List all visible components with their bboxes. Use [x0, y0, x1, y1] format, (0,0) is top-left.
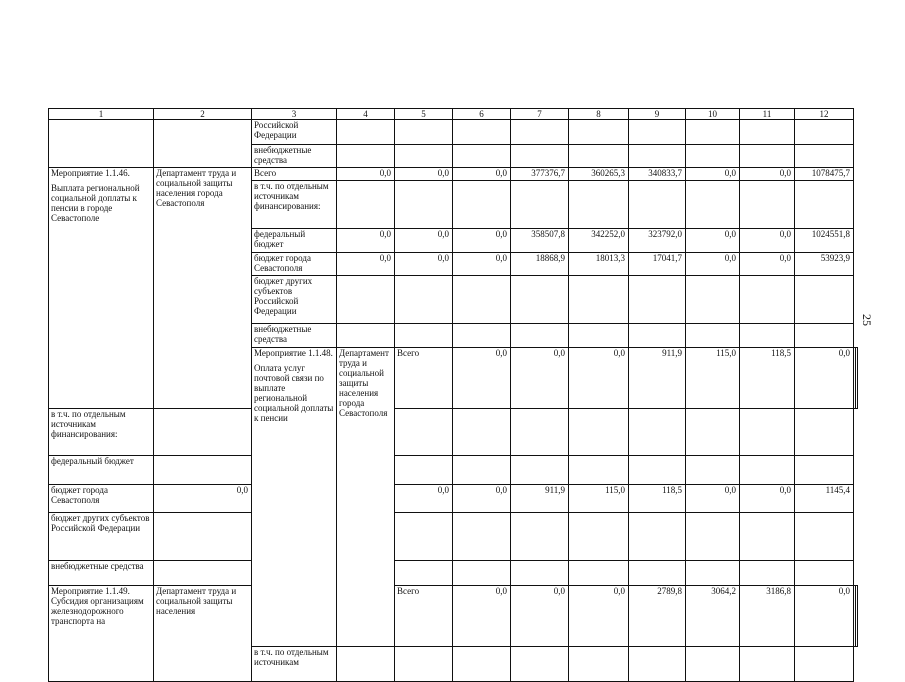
table-row: [49, 586, 858, 647]
source-label: федеральный бюджет: [252, 229, 337, 253]
source-label: бюджет города Севастополя: [252, 253, 337, 276]
value-cell: 0,0: [740, 485, 795, 513]
value-cell: 911,9: [629, 348, 686, 409]
source-label: в т.ч. по отдельным источникам финансирования:: [49, 409, 154, 456]
value-cell: 0,0: [511, 586, 569, 647]
activity-code: Мероприятие 1.1.46.: [51, 168, 130, 178]
value-cell: 0,0: [686, 168, 740, 181]
value-cell: 0,0: [569, 586, 629, 647]
value-cell: 0,0: [337, 168, 395, 181]
source-label: внебюджетные средства: [252, 324, 337, 348]
activity-cell: [49, 586, 154, 682]
activity-cell: [49, 168, 154, 409]
value-cell: 2789,8: [629, 586, 686, 647]
value-cell: 18868,9: [511, 253, 569, 276]
value-cell: 0,0: [686, 253, 740, 276]
budget-table: [48, 108, 858, 682]
header-cell: 3: [252, 109, 337, 120]
activity-code: Мероприятие 1.1.49.: [51, 586, 130, 596]
activity-name: Оплата услуг почтовой связи по выплате региональной социальной доплаты к пенсии: [254, 363, 334, 423]
table-row: [49, 409, 858, 456]
header-cell: 5: [395, 109, 453, 120]
header-cell: 12: [795, 109, 854, 120]
value-cell: 0,0: [569, 348, 629, 409]
value-cell: 358507,8: [511, 229, 569, 253]
value-cell: 0,0: [395, 485, 453, 513]
activity-cell: [49, 120, 154, 168]
source-label: бюджет города Севастополя: [49, 485, 154, 513]
value-cell: 118,5: [740, 348, 795, 409]
value-cell: 1145,4: [795, 485, 854, 513]
dept-cell: Департамент труда и социальной защиты населения города Севастополя: [337, 348, 395, 647]
header-row: [49, 109, 858, 120]
value-cell: 0,0: [453, 485, 511, 513]
value-cell: 0,0: [686, 229, 740, 253]
table-row: [49, 485, 858, 513]
value-cell: [856, 348, 858, 409]
source-label: Всего: [252, 168, 337, 181]
dept-cell: [154, 120, 252, 168]
value-cell: 342252,0: [569, 229, 629, 253]
value-cell: 115,0: [569, 485, 629, 513]
value-cell: 377376,7: [511, 168, 569, 181]
value-cell: 17041,7: [629, 253, 686, 276]
value-cell: 3186,8: [740, 586, 795, 647]
value-cell: 18013,3: [569, 253, 629, 276]
table-row: [49, 513, 858, 561]
value-cell: 0,0: [511, 348, 569, 409]
value-cell: 0,0: [453, 348, 511, 409]
value-cell: 0,0: [686, 485, 740, 513]
value-cell: 323792,0: [629, 229, 686, 253]
activity-code: Мероприятие 1.1.48.: [254, 348, 333, 358]
value-cell: 0,0: [453, 253, 511, 276]
value-cell: 0,0: [453, 586, 511, 647]
value-cell: 0,0: [337, 253, 395, 276]
header-cell: 1: [49, 109, 154, 120]
dept-cell: Департамент труда и социальной защиты населения: [154, 586, 252, 682]
activity-cell: [252, 348, 337, 647]
header-cell: 6: [453, 109, 511, 120]
activity-name: Субсидия организациям железнодорожного транспорта на: [51, 596, 144, 626]
header-cell: 7: [511, 109, 569, 120]
source-label: Всего: [395, 586, 453, 647]
source-label: внебюджетные средства: [49, 561, 154, 586]
value-cell: 0,0: [453, 168, 511, 181]
source-label: Российской Федерации: [252, 120, 337, 145]
activity-name: Выплата региональной социальной доплаты к пенсии в городе Севастополе: [51, 183, 140, 223]
header-cell: 4: [337, 109, 395, 120]
value-cell: 0,0: [740, 253, 795, 276]
source-label: Всего: [395, 348, 453, 409]
value-cell: 0,0: [740, 168, 795, 181]
value-cell: 118,5: [629, 485, 686, 513]
value-cell: 0,0: [740, 229, 795, 253]
value-cell: 3064,2: [686, 586, 740, 647]
source-label: внебюджетные средства: [252, 145, 337, 168]
header-cell: 2: [154, 109, 252, 120]
value-cell: 0,0: [395, 253, 453, 276]
table-row: [49, 120, 858, 145]
value-cell: 0,0: [795, 348, 854, 409]
value-cell: 115,0: [686, 348, 740, 409]
value-cell: [856, 586, 858, 647]
source-label: бюджет других субъектов Российской Федерации: [49, 513, 154, 561]
value-cell: 0,0: [795, 586, 854, 647]
source-label: в т.ч. по отдельным источникам финансирования:: [252, 181, 337, 229]
value-cell: 340833,7: [629, 168, 686, 181]
source-label: бюджет других субъектов Российской Федерации: [252, 276, 337, 324]
value-cell: 1024551,8: [795, 229, 854, 253]
value-cell: 1078475,7: [795, 168, 854, 181]
table-row: [49, 168, 858, 181]
value-cell: 0,0: [154, 485, 252, 513]
value-cell: 53923,9: [795, 253, 854, 276]
table-row: [49, 561, 858, 586]
value-cell: 360265,3: [569, 168, 629, 181]
value-cell: 0,0: [395, 229, 453, 253]
value-cell: 0,0: [453, 229, 511, 253]
table-row: [49, 456, 858, 485]
header-cell: 8: [569, 109, 629, 120]
header-cell: 11: [740, 109, 795, 120]
value-cell: 911,9: [511, 485, 569, 513]
value-cell: 0,0: [337, 229, 395, 253]
budget-table-container: [48, 108, 858, 682]
header-cell: 9: [629, 109, 686, 120]
value-cell: 0,0: [395, 168, 453, 181]
dept-cell: Департамент труда и социальной защиты населения города Севастополя: [154, 168, 252, 409]
page-number: 25: [860, 314, 874, 326]
header-cell: 10: [686, 109, 740, 120]
source-label: в т.ч. по отдельным источникам: [252, 647, 337, 682]
source-label: федеральный бюджет: [49, 456, 154, 485]
